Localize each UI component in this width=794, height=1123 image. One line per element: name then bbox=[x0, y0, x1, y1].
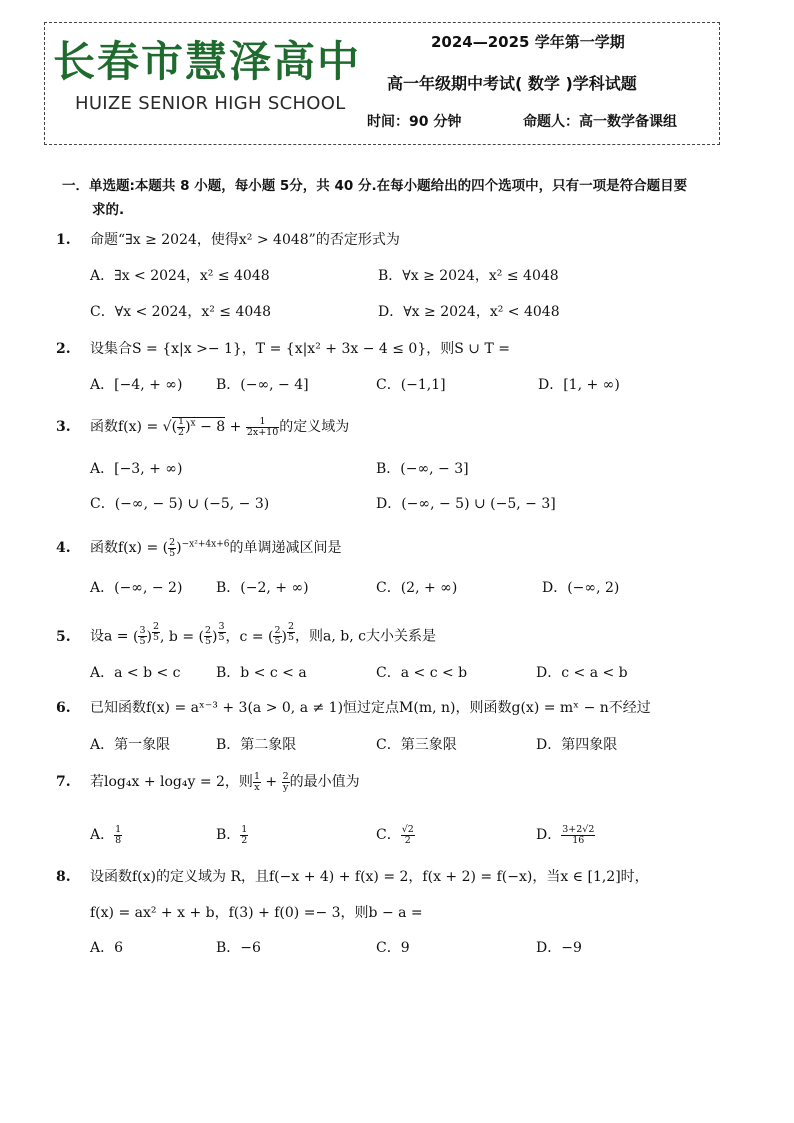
question-stem-prefix: 设a = bbox=[90, 628, 133, 645]
option-a: A．a < b < c bbox=[90, 665, 181, 681]
question-stem-prefix: 函数f(x) = bbox=[90, 540, 163, 556]
question-4 bbox=[56, 537, 341, 559]
question-number: 6. bbox=[56, 700, 71, 716]
option-a: A． $\frac{1}{8}$ bbox=[90, 823, 122, 846]
formula-fraction: $\frac{1}{2x+10}$ bbox=[246, 415, 279, 438]
option-d: D． $\frac{3+2√2}{16}$ bbox=[536, 823, 595, 846]
option-d: D．c < a < b bbox=[536, 665, 628, 681]
question-stem-suffix: ，则a, b, c大小关系是 bbox=[295, 628, 436, 645]
option-b: B．(−∞, − 3] bbox=[376, 461, 469, 477]
section-title-text: 一．单选题:本题共 8 小题，每小题 5分，共 40 分.在每小题给出的四个选项中，只有一项是符合题目要 bbox=[62, 178, 688, 194]
option-b: B．第二象限 bbox=[216, 737, 297, 753]
option-b: B．b < c < a bbox=[216, 665, 307, 681]
option-c: C． $\frac{√2}{2}$ bbox=[376, 823, 414, 846]
school-name-english: HUIZE SENIOR HIGH SCHOOL bbox=[75, 93, 346, 114]
formula-abc: ( $\frac{3}{5}$ ) $^{\frac{2}{5}}$ , b = ( $\frac{2}{5}$ ) $^{\frac{3}{5}}$ ，c = ( $\frac{2}{5}$ ) $^{\frac{2}{5}}$ bbox=[132, 621, 295, 648]
option-a: A．6 bbox=[90, 940, 124, 956]
option-d: D．第四象限 bbox=[536, 737, 618, 753]
option-d: D．−9 bbox=[536, 940, 582, 956]
option-a: A．[−3, + ∞) bbox=[90, 461, 183, 477]
exam-header bbox=[44, 22, 720, 145]
school-logo-chinese: 长春市慧泽高中 bbox=[53, 37, 362, 86]
question-1 bbox=[56, 229, 400, 249]
exam-author: 命题人：高一数学备课组 bbox=[523, 114, 677, 130]
option-a: A．[−4, + ∞) bbox=[90, 377, 183, 393]
question-stem-line-2: f(x) = ax² + x + b，f(3) + f(0) =− 3，则b − a = bbox=[90, 905, 423, 921]
question-stem-suffix: 的定义域为 bbox=[279, 419, 350, 435]
option-c: C．(2, + ∞) bbox=[376, 580, 458, 596]
question-number: 1. bbox=[56, 232, 71, 248]
option-c: C．a < c < b bbox=[376, 665, 468, 681]
option-c: C．第三象限 bbox=[376, 737, 457, 753]
option-c: C．(−∞, − 5) ∪ (−5, − 3) bbox=[90, 496, 270, 512]
question-stem-prefix: 函数f(x) = bbox=[90, 419, 163, 435]
option-b: B．(−2, + ∞) bbox=[216, 580, 309, 596]
formula-base: ( $\frac{2}{5}$ ) bbox=[162, 536, 182, 559]
option-d: D．[1, + ∞) bbox=[538, 377, 620, 393]
exam-title: 高一年级期中考试( 数学 )学科试题 bbox=[387, 74, 637, 93]
question-number: 4. bbox=[56, 540, 71, 556]
option-c: C．∀x < 2024，x² ≤ 4048 bbox=[90, 304, 272, 320]
option-c: C．(−1,1] bbox=[376, 377, 446, 393]
option-b: B．∀x ≥ 2024，x² ≤ 4048 bbox=[378, 268, 559, 284]
question-stem-prefix: 若log₄x + log₄y = 2，则 bbox=[90, 774, 253, 790]
exam-time: 时间：90 分钟 bbox=[367, 114, 462, 130]
option-d: D．(−∞, 2) bbox=[542, 580, 620, 596]
question-stem: 已知函数f(x) = aˣ⁻³ + 3(a > 0, a ≠ 1)恒过定点M(m, n)，则函数g(x) = mˣ − n不经过 bbox=[90, 700, 651, 716]
question-number: 3. bbox=[56, 419, 71, 435]
question-3: 3. 函数f(x) = √( $\frac{1}{2}$ )$^x$ − 8 + $\frac{1}{2x+10}$ 的定义域为 bbox=[56, 415, 350, 438]
question-7 bbox=[56, 771, 360, 793]
question-stem: 设集合S = {x|x >− 1}，T = {x|x² + 3x − 4 ≤ 0}，则S ∪ T = bbox=[90, 341, 510, 357]
question-8 bbox=[56, 866, 649, 886]
question-stem: 设函数f(x)的定义域为 R，且f(−x + 4) + f(x) = 2，f(x + 2) = f(−x)，当x ∈ [1,2]时， bbox=[90, 869, 649, 885]
option-a: A．∃x < 2024，x² ≤ 4048 bbox=[90, 268, 270, 284]
section-title bbox=[62, 174, 762, 222]
option-b: B．−6 bbox=[216, 940, 261, 956]
formula-sum: $\frac{1}{x}$ + $\frac{2}{y}$ bbox=[253, 770, 289, 793]
question-number: 8. bbox=[56, 869, 71, 885]
section-title-continued: 求的. bbox=[92, 202, 125, 218]
question-number: 5. bbox=[56, 628, 71, 645]
option-b: B．(−∞, − 4] bbox=[216, 377, 309, 393]
term-label: 2024—2025 学年第一学期 bbox=[431, 33, 625, 51]
question-stem: 命题“∃x ≥ 2024，使得x² > 4048”的否定形式为 bbox=[90, 232, 400, 248]
question-number: 2. bbox=[56, 341, 71, 357]
option-b: B． $\frac{1}{2}$ bbox=[216, 823, 248, 846]
question-stem-suffix: 的最小值为 bbox=[289, 774, 360, 790]
option-a: A．第一象限 bbox=[90, 737, 171, 753]
question-stem-suffix: 的单调递减区间是 bbox=[229, 540, 342, 556]
option-d: D．∀x ≥ 2024，x² < 4048 bbox=[378, 304, 560, 320]
option-d: D．(−∞, − 5) ∪ (−5, − 3] bbox=[376, 496, 556, 512]
question-6 bbox=[56, 697, 651, 717]
option-a: A．(−∞, − 2) bbox=[90, 580, 183, 596]
question-2 bbox=[56, 338, 510, 358]
formula-sqrt: √( $\frac{1}{2}$ )$^x$ − 8 bbox=[162, 415, 226, 438]
question-5 bbox=[56, 622, 436, 647]
option-c: C．9 bbox=[376, 940, 410, 956]
question-number: 7. bbox=[56, 774, 71, 790]
formula-exponent: −x²+4x+6 bbox=[181, 539, 230, 550]
